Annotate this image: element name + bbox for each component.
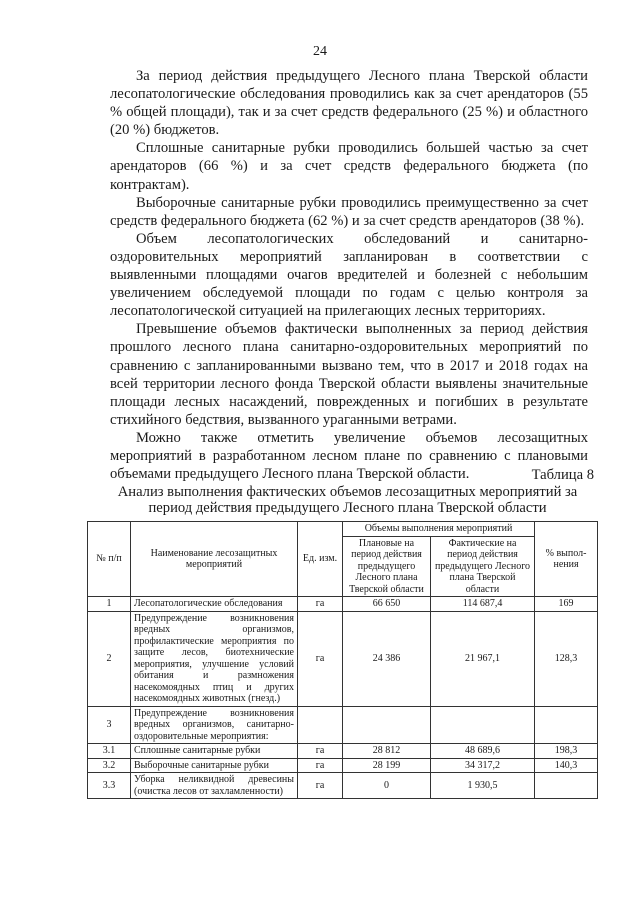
cell-num: 3.3 (88, 773, 131, 799)
page-number: 24 (313, 44, 327, 59)
table-row (88, 773, 598, 799)
cell-planned: 0 (343, 773, 431, 799)
cell-unit: га (298, 611, 343, 706)
table-row (88, 611, 598, 706)
cell-percent: 198,3 (535, 744, 598, 759)
table-header-row (88, 522, 598, 537)
cell-percent (535, 706, 598, 744)
cell-unit: га (298, 597, 343, 612)
body-text (110, 67, 588, 483)
cell-actual: 1 930,5 (431, 773, 535, 799)
cell-unit: га (298, 744, 343, 759)
cell-planned: 28 812 (343, 744, 431, 759)
cell-percent: 140,3 (535, 758, 598, 773)
cell-actual (431, 706, 535, 744)
cell-num: 2 (88, 611, 131, 706)
table-row (88, 744, 598, 759)
table-title: Анализ выполнения фактических объемов лесозащитных мероприятий за период действия предыдущего Лесного плана Тверской области (117, 484, 578, 516)
cell-actual: 34 317,2 (431, 758, 535, 773)
cell-actual: 21 967,1 (431, 611, 535, 706)
header-volumes: Объемы выполнения мероприятий (343, 522, 535, 537)
cell-num: 3.2 (88, 758, 131, 773)
header-num: № п/п (88, 522, 131, 597)
paragraph: За период действия предыдущего Лесного плана Тверской области лесопатологические обследования проводились как за счет арендаторов (55 % общей площади), так и за счет средств федерального (25 %) и областного (20 %) бюджетов. (110, 68, 588, 139)
cell-unit: га (298, 758, 343, 773)
cell-name: Выборочные санитарные рубки (131, 758, 298, 773)
table-label: Таблица 8 (531, 467, 594, 483)
cell-name: Уборка неликвидной древесины (очистка лесов от захламленности) (131, 773, 298, 799)
header-unit: Ед. изм. (298, 522, 343, 597)
cell-name: Предупреждение возникновения вредных организмов, профилактические мероприятия по защите лесов, биотехнические мероприятия, улучшение условий обитания и размножения насекомоядных птиц и других насекомоядных животных (гнезд.) (131, 611, 298, 706)
paragraph: Превышение объемов фактически выполненных за период действия прошлого лесного плана санитарно-оздоровительных мероприятий по сравнению с запланированными вызвано тем, что в 2017 и 2018 годах на всей территории лесного фонда Тверской области выявлены значительные площади лесных насаждений, поврежденных и погибших в результате стихийного бедствия, вызванного ураганными ветрами. (110, 321, 588, 428)
cell-percent: 169 (535, 597, 598, 612)
cell-planned: 66 650 (343, 597, 431, 612)
cell-planned: 28 199 (343, 758, 431, 773)
cell-num: 3 (88, 706, 131, 744)
cell-actual: 48 689,6 (431, 744, 535, 759)
analysis-table (87, 521, 598, 799)
cell-unit: га (298, 773, 343, 799)
cell-name: Предупреждение возникновения вредных организмов, санитарно-оздоровительные мероприятия: (131, 706, 298, 744)
header-actual: Фактические на период действия предыдущего Лесного плана Тверской области (431, 536, 535, 597)
paragraph: Выборочные санитарные рубки проводились преимущественно за счет средств федерального бюджета (62 %) и за счет средств арендаторов (38 %). (110, 194, 588, 229)
cell-name: Сплошные санитарные рубки (131, 744, 298, 759)
cell-percent (535, 773, 598, 799)
table-row (88, 706, 598, 744)
paragraph: Можно также отметить увеличение объемов лесозащитных мероприятий в разработанном лесном плане по сравнению с плановыми объемами предыдущего Лесного плана Тверской области. (110, 429, 588, 483)
header-planned: Плановые на период действия предыдущего Лесного плана Тверской области (343, 536, 431, 597)
cell-planned: 24 386 (343, 611, 431, 706)
cell-percent: 128,3 (535, 611, 598, 706)
cell-planned (343, 706, 431, 744)
header-percent: % выпол-нения (535, 522, 598, 597)
table-row (88, 758, 598, 773)
paragraph: Сплошные санитарные рубки проводились большей частью за счет арендаторов (66 %) и за счет средств федерального бюджета (по контрактам). (110, 140, 588, 193)
cell-name: Лесопатологические обследования (131, 597, 298, 612)
paragraph: Объем лесопатологических обследований и санитарно-оздоровительных мероприятий запланирован в соответствии с выявленными площадями очагов вредителей и болезней с небольшим увеличением обследуемой площади по годам с целью контроля за лесопатологической ситуацией на прилегающих лесных территориях. (110, 230, 588, 320)
cell-num: 3.1 (88, 744, 131, 759)
cell-num: 1 (88, 597, 131, 612)
header-name: Наименование лесозащитных мероприятий (131, 522, 298, 597)
table-row (88, 597, 598, 612)
cell-unit (298, 706, 343, 744)
cell-actual: 114 687,4 (431, 597, 535, 612)
